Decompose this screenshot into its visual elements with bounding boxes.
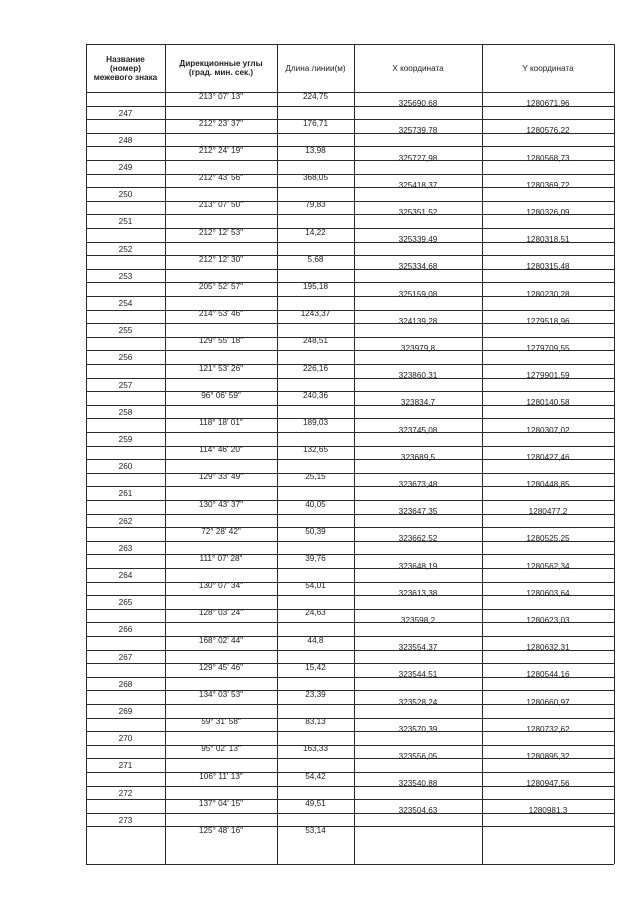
segment-length: 226,16 (302, 363, 329, 373)
table-border-bottom (86, 864, 614, 865)
x-coordinate: 323613,38 (398, 588, 438, 598)
segment-angle: 168° 02' 44" (198, 635, 244, 645)
table-border-right (614, 44, 615, 864)
mark-number: 269 (118, 707, 133, 716)
segment-length: 132,65 (302, 445, 329, 455)
x-coordinate: 323979,8 (400, 343, 436, 353)
segment-length: 24,63 (305, 608, 326, 618)
row-separator (86, 446, 614, 447)
row-divider (86, 704, 354, 705)
mark-number: 271 (118, 761, 133, 771)
segment-angle: 212° 43' 56" (198, 173, 244, 183)
row-separator (86, 337, 614, 338)
segment-length: 1243,37 (300, 309, 331, 319)
mark-number: 263 (118, 543, 133, 553)
mark-number: 253 (118, 271, 133, 281)
x-coordinate: 323554,37 (398, 643, 438, 653)
row-divider (86, 568, 354, 569)
segment-length: 49,51 (305, 798, 326, 808)
row-separator (86, 609, 614, 610)
x-coordinate: 325339,49 (398, 235, 438, 245)
segment-angle: 129° 55' 18" (198, 336, 244, 346)
row-divider (86, 731, 354, 732)
segment-length: 195,18 (302, 281, 329, 291)
y-coordinate: 1280576,22 (526, 126, 570, 136)
y-coordinate: 1280369,72 (526, 180, 570, 190)
mark-number: 262 (118, 516, 133, 526)
mark-number: 258 (118, 407, 133, 417)
segment-length: 13,98 (305, 145, 326, 155)
header-x-coordinate: X координата (392, 63, 444, 73)
x-coordinate: 323570,39 (398, 724, 438, 734)
x-coordinate: 323648,19 (398, 561, 438, 571)
row-separator (86, 690, 614, 691)
row-divider (86, 187, 354, 188)
row-divider (86, 269, 354, 270)
row-divider (86, 758, 354, 759)
row-separator (86, 636, 614, 637)
segment-angle: 59° 31' 58" (201, 717, 241, 727)
row-separator (86, 799, 614, 800)
segment-angle: 213° 07' 13" (198, 91, 244, 101)
segment-angle: 212° 24' 19" (198, 145, 244, 155)
row-separator (86, 282, 614, 283)
mark-number: 255 (118, 326, 133, 336)
row-separator (86, 500, 614, 501)
mark-number: 254 (118, 299, 133, 308)
header-y-coordinate: Y координата (522, 63, 574, 73)
row-divider (86, 514, 354, 515)
segment-length: 189,03 (302, 417, 329, 427)
mark-number: 260 (118, 462, 133, 472)
segment-length: 50,39 (305, 526, 326, 536)
mark-number: 272 (118, 788, 133, 798)
row-divider (86, 160, 354, 161)
segment-length: 54,42 (305, 771, 326, 781)
segment-length: 368,05 (302, 173, 329, 183)
row-separator (86, 364, 614, 365)
row-divider (86, 350, 354, 351)
mark-number: 248 (118, 135, 133, 145)
row-separator (86, 418, 614, 419)
x-coordinate: 325334,68 (398, 262, 438, 272)
segment-length: 54,01 (305, 581, 326, 591)
y-coordinate: 1279518,96 (526, 316, 570, 326)
row-divider (86, 677, 354, 678)
x-coordinate: 323860,31 (398, 371, 438, 381)
row-divider (86, 378, 354, 379)
y-coordinate: 1280603,64 (526, 588, 570, 598)
y-coordinate: 1279709,55 (526, 343, 570, 353)
segment-length: 224,75 (302, 91, 329, 101)
segment-angle: 214° 53' 46" (198, 309, 244, 319)
x-coordinate: 325690,68 (398, 99, 438, 109)
y-coordinate: 1280562,34 (526, 561, 570, 571)
row-divider (86, 296, 354, 297)
mark-number: 257 (118, 380, 133, 390)
mark-number: 268 (118, 679, 133, 689)
segment-angle: 129° 45' 46" (198, 662, 244, 672)
y-coordinate: 1280568,73 (526, 153, 570, 163)
mark-number: 259 (118, 435, 133, 444)
y-coordinate: 1280427,46 (526, 452, 570, 462)
segment-length: 79,83 (305, 200, 326, 210)
segment-angle: 95° 02' 13" (201, 744, 241, 754)
x-coordinate: 323662,52 (398, 534, 438, 544)
y-coordinate: 1280895,32 (526, 751, 570, 761)
row-separator (86, 255, 614, 256)
segment-angle: 106° 11' 13" (199, 771, 243, 781)
x-coordinate: 323745,08 (398, 425, 438, 435)
y-coordinate: 1280326,09 (526, 207, 570, 217)
row-separator (86, 174, 614, 175)
row-separator (86, 473, 614, 474)
segment-length: 15,42 (305, 662, 326, 672)
row-divider (86, 405, 354, 406)
mark-number: 249 (118, 163, 133, 172)
y-coordinate: 1280307,02 (526, 425, 570, 435)
x-coordinate: 323544,51 (398, 670, 438, 680)
row-separator (86, 554, 614, 555)
row-divider (86, 486, 354, 487)
segment-angle: 134° 03' 53" (198, 689, 244, 699)
row-divider (86, 541, 354, 542)
segment-length: 25,15 (305, 472, 326, 482)
segment-angle: 128° 03' 24" (198, 608, 244, 618)
mark-number: 265 (118, 598, 133, 608)
x-coordinate: 323834,7 (400, 398, 436, 408)
segment-angle: 205° 52' 57" (198, 281, 244, 291)
y-coordinate: 1280947,56 (526, 779, 570, 789)
segment-angle: 72° 28' 42" (201, 526, 241, 536)
header-mark-name-line2: (номер) (110, 63, 141, 73)
mark-number: 266 (118, 625, 133, 635)
x-coordinate: 323556,05 (398, 751, 438, 761)
row-divider (86, 459, 354, 460)
mark-number: 247 (118, 108, 133, 118)
row-divider (86, 622, 354, 623)
row-divider (86, 432, 354, 433)
mark-number: 270 (118, 734, 133, 744)
x-coordinate: 324139,28 (398, 316, 438, 326)
segment-angle: 121° 53' 26" (198, 363, 244, 373)
y-coordinate: 1280981,3 (528, 806, 568, 816)
segment-angle: 130° 07' 34" (198, 581, 244, 591)
row-divider (86, 242, 354, 243)
segment-angle: 118° 18' 01" (199, 417, 243, 427)
row-separator (86, 718, 614, 719)
segment-length: 176,71 (302, 118, 329, 128)
segment-angle: 212° 12' 30" (198, 254, 244, 264)
row-divider (86, 133, 354, 134)
y-coordinate: 1280671,96 (526, 99, 570, 109)
y-coordinate: 1280660,97 (526, 697, 570, 707)
x-coordinate: 325418,37 (398, 180, 438, 190)
segment-angle: 130° 43' 37" (198, 499, 244, 509)
x-coordinate: 325351,52 (398, 207, 438, 217)
y-coordinate: 1280477,2 (528, 507, 568, 517)
segment-angle: 125° 48' 16" (198, 825, 244, 835)
header-angle-line1: Дирекционные углы (179, 59, 263, 68)
row-divider (86, 323, 354, 324)
y-coordinate: 1280525,25 (526, 534, 570, 544)
row-divider (86, 106, 354, 107)
segment-length: 14,22 (305, 227, 326, 237)
header-mark-name-line3: межевого знака (93, 72, 158, 82)
mark-number: 250 (118, 190, 133, 200)
row-separator (86, 146, 614, 147)
row-divider (86, 813, 354, 814)
x-coordinate: 323504,63 (398, 806, 438, 816)
x-coordinate: 323689,5 (400, 452, 436, 462)
mark-number: 267 (118, 652, 133, 662)
row-separator (86, 745, 614, 746)
mark-number: 264 (118, 571, 133, 580)
x-coordinate: 325739,78 (398, 126, 438, 136)
mark-number: 261 (118, 489, 133, 499)
segment-angle: 212° 12' 53" (198, 227, 244, 237)
segment-length: 39,76 (305, 553, 326, 563)
segment-angle: 137° 04' 15" (198, 798, 244, 808)
segment-length: 163,33 (302, 744, 329, 754)
row-separator (86, 201, 614, 202)
row-separator (86, 826, 614, 827)
x-coordinate: 323540,88 (398, 779, 438, 789)
y-coordinate: 1280623,03 (526, 615, 570, 625)
row-separator (86, 310, 614, 311)
mark-number: 273 (118, 815, 133, 825)
y-coordinate: 1280315,48 (526, 262, 570, 272)
x-coordinate: 325159,08 (398, 289, 438, 299)
segment-length: 23,39 (305, 689, 326, 699)
segment-length: 44,8 (307, 635, 324, 645)
header-direction-angle (165, 44, 277, 92)
segment-angle: 213° 07' 50" (198, 200, 244, 210)
segment-angle: 111° 07' 28" (199, 553, 243, 563)
x-coordinate: 323673,48 (398, 479, 438, 489)
y-coordinate: 1280732,62 (526, 724, 570, 734)
y-coordinate: 1280448,85 (526, 479, 570, 489)
row-separator (86, 119, 614, 120)
segment-length: 5,68 (307, 254, 324, 264)
row-separator (86, 228, 614, 229)
segment-length: 240,36 (302, 390, 329, 400)
header-mark-name (86, 44, 165, 92)
segment-angle: 212° 23' 37" (198, 118, 244, 128)
mark-number: 252 (118, 244, 133, 254)
segment-length: 53,14 (305, 825, 326, 835)
x-coordinate: 323647,35 (398, 507, 438, 517)
row-divider (86, 786, 354, 787)
row-divider (86, 214, 354, 215)
mark-number: 251 (118, 217, 133, 227)
x-coordinate: 325727,98 (398, 153, 438, 163)
x-coordinate: 323528,24 (398, 697, 438, 707)
mark-number: 256 (118, 353, 133, 363)
header-mark-name-line1: Название (106, 54, 145, 64)
row-divider (86, 595, 354, 596)
y-coordinate: 1280632,31 (526, 643, 570, 653)
row-separator (86, 772, 614, 773)
segment-angle: 129° 33' 49" (198, 472, 244, 482)
segment-length: 40,05 (305, 499, 326, 509)
coordinates-table (86, 44, 614, 864)
row-separator (86, 527, 614, 528)
row-separator (86, 663, 614, 664)
segment-length: 248,51 (302, 336, 329, 346)
y-coordinate: 1280230,28 (526, 289, 570, 299)
y-coordinate: 1279901,59 (526, 371, 570, 381)
segment-length: 83,13 (305, 717, 326, 727)
row-separator (86, 391, 614, 392)
x-coordinate: 323598,2 (400, 615, 436, 625)
segment-angle: 114° 46' 20" (199, 445, 243, 455)
segment-angle: 96° 06' 59" (201, 390, 241, 400)
row-separator (86, 582, 614, 583)
y-coordinate: 1280140,58 (526, 398, 570, 408)
header-line-length: Длина линии(м) (285, 63, 346, 73)
y-coordinate: 1280544,16 (526, 670, 570, 680)
header-angle-line2: (град. мин. сек.) (188, 68, 254, 77)
y-coordinate: 1280318,51 (526, 235, 570, 245)
row-divider (86, 650, 354, 651)
